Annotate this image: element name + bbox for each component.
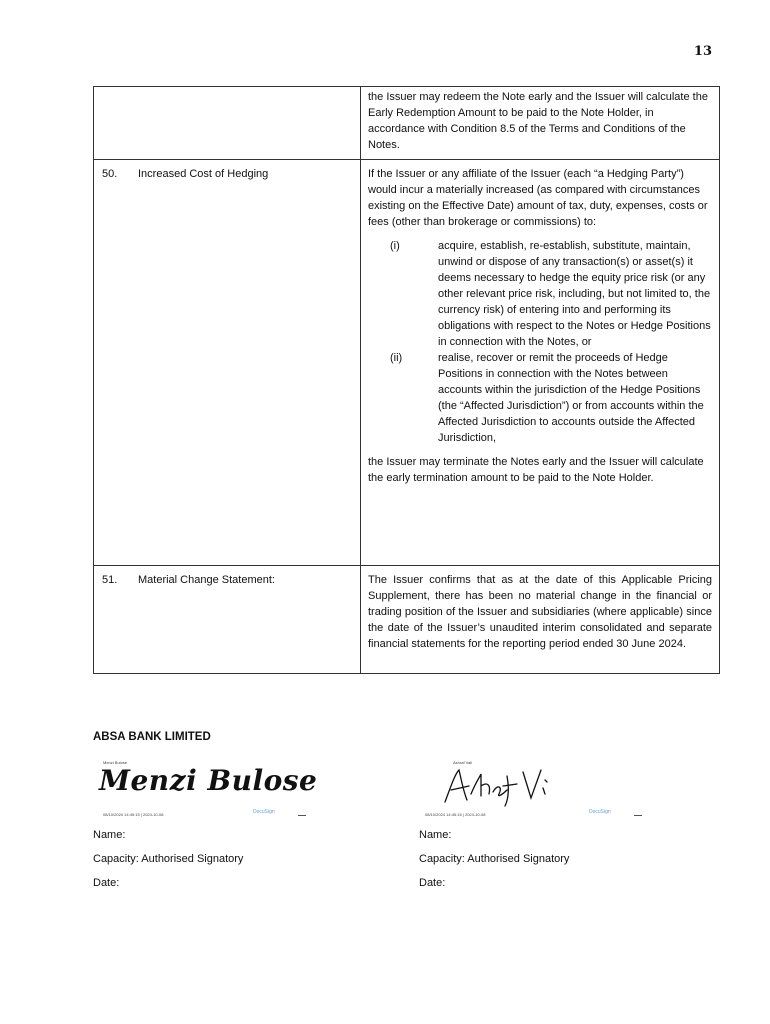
signature-line	[298, 815, 306, 816]
terms-table	[93, 86, 720, 674]
sub-clause-text: realise, recover or remit the proceeds of Hedge Positions in connection with the Notes between accounts within the jurisdiction of the Hedge Positions (the “Affected Jurisdiction”) or from accounts within the Affected Jurisdiction to accounts outside the Affected Jurisdiction,	[438, 352, 704, 444]
sub-clause-list	[390, 238, 712, 446]
capacity-field: Capacity: Authorised Signatory	[419, 853, 570, 865]
clause-outro: the Issuer may terminate the Notes early and the Issuer will calculate the early termination amount to be paid to the Note Holder.	[368, 456, 704, 484]
signature-block-left	[93, 758, 343, 892]
sub-clause-numeral: (i)	[390, 240, 400, 252]
item-label-cell	[94, 566, 361, 674]
company-name: ABSA BANK LIMITED	[93, 731, 211, 743]
signature-area	[93, 758, 343, 820]
item-number: 50.	[102, 168, 118, 180]
sub-clause-text: acquire, establish, re-establish, substitute, maintain, unwind or dispose of any transaction(s) or asset(s) it deems necessary to hedge the equity price risk (or any other relevant price risk, including, but not limited to, the currency risk) of entering into and performing its obligations with respect to the Notes or Hedge Positions in connection with the Notes, or	[438, 240, 711, 348]
table-row	[94, 566, 720, 674]
handwritten-signature: Menzi Bulose	[99, 764, 318, 797]
item-label: Increased Cost of Hedging	[138, 168, 269, 180]
capacity-field: Capacity: Authorised Signatory	[93, 853, 244, 865]
docusign-logo: DocuSign	[253, 809, 275, 815]
signature-timestamp: 08/10/2024 14:45:15 | 2024-10-08	[103, 812, 164, 817]
name-field: Name:	[419, 829, 452, 841]
signature-timestamp: 08/10/2024 14:45:15 | 2024-10-08	[425, 812, 486, 817]
docusign-logo: DocuSign	[589, 809, 611, 815]
list-item	[390, 350, 712, 446]
date-field: Date:	[419, 877, 446, 889]
signature-block-right	[419, 758, 669, 892]
item-label: Material Change Statement:	[138, 574, 275, 586]
clause-text: the Issuer may redeem the Note early and the Issuer will calculate the Early Redemption Amount to be paid to the Note Holder, in accordance with Condition 8.5 of the Terms and Conditions of the Notes.	[368, 91, 708, 151]
signature-line	[634, 815, 642, 816]
list-item	[390, 238, 712, 350]
clause-text: The Issuer confirms that as at the date of this Applicable Pricing Supplement, there has been no material change in the financial or trading position of the Issuer and subsidiaries (where applicable) since the date of the Issuer’s unaudited interim consolidated and separate financial statements for the reporting period ended 30 June 2024.	[368, 574, 712, 650]
signer-caption: Ashraf Vali	[453, 760, 473, 765]
table-row	[94, 87, 720, 160]
item-label-cell	[94, 87, 361, 160]
item-body-cell	[361, 566, 720, 674]
name-field: Name:	[93, 829, 126, 841]
item-body-cell	[361, 160, 720, 566]
item-label-cell	[94, 160, 361, 566]
item-body-cell	[361, 87, 720, 160]
clause-intro: If the Issuer or any affiliate of the Issuer (each “a Hedging Party”) would incur a materially increased (as compared with circumstances existing on the Effective Date) amount of tax, duty, expenses, costs or fees (other than brokerage or commissions) to:	[368, 168, 708, 228]
signer-caption: Menzi Bulose	[103, 760, 128, 765]
signature-area	[419, 758, 669, 820]
sub-clause-numeral: (ii)	[390, 352, 403, 364]
handwritten-signature	[437, 764, 567, 810]
item-number: 51.	[102, 574, 118, 586]
table-row	[94, 160, 720, 566]
date-field: Date:	[93, 877, 120, 889]
page-number: 13	[693, 44, 712, 59]
